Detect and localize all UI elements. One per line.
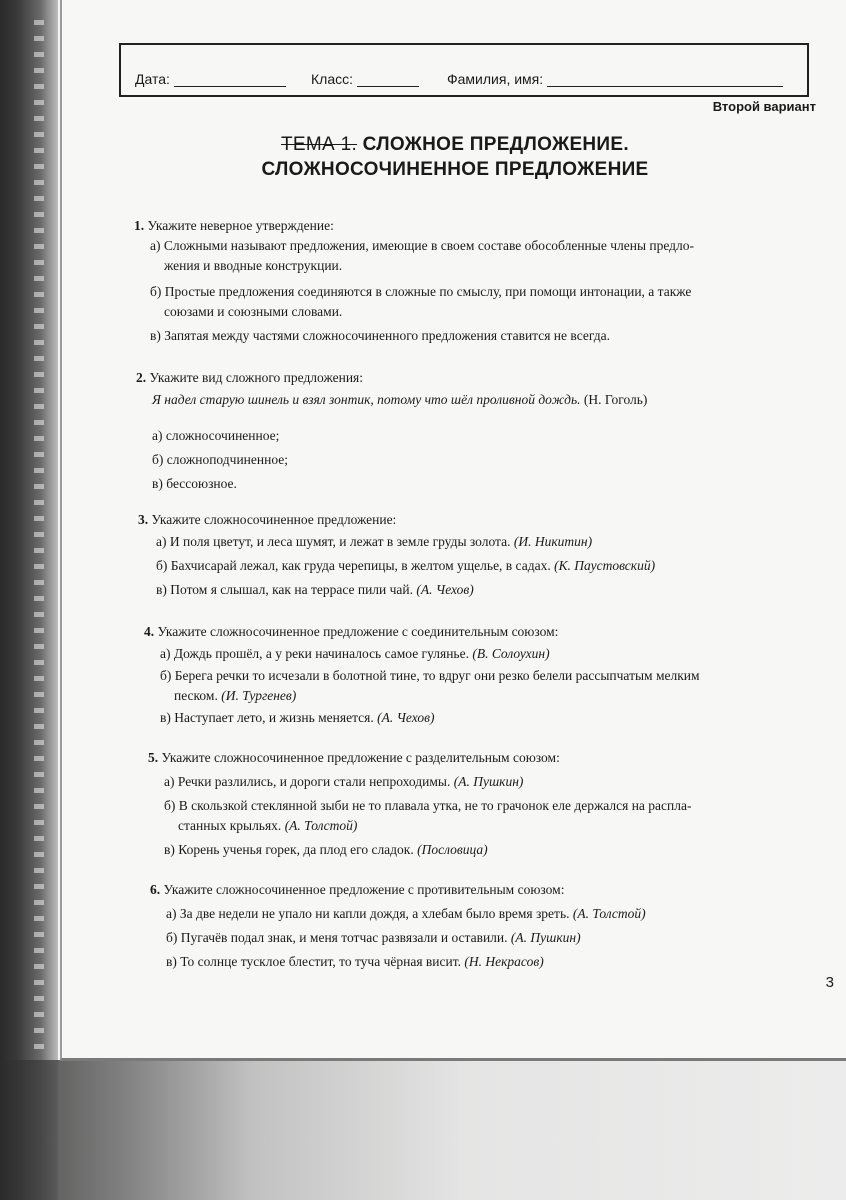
page-title-line2: СЛОЖНОСОЧИНЕННОЕ ПРЕДЛОЖЕНИЕ bbox=[261, 159, 649, 180]
option-source: (А. Пушкин) bbox=[453, 774, 524, 789]
date-label: Дата: bbox=[135, 71, 170, 87]
question-text: Укажите сложносочиненное предложение с соединительным союзом: bbox=[157, 624, 559, 639]
option-letter: в) bbox=[164, 842, 175, 857]
q2-option-a[interactable] bbox=[152, 426, 279, 446]
question-5 bbox=[148, 748, 560, 768]
option-letter: а) bbox=[150, 238, 161, 253]
option-text: Потом я слышал, как на террасе пили чай. bbox=[170, 582, 414, 597]
q4-option-v[interactable] bbox=[160, 708, 434, 728]
option-text: Корень ученья горек, да плод его сладок. bbox=[178, 842, 414, 857]
q1-option-a[interactable] bbox=[150, 236, 694, 276]
option-source: (А. Чехов) bbox=[377, 710, 435, 725]
date-line[interactable] bbox=[174, 72, 286, 87]
worksheet-page bbox=[60, 0, 846, 1061]
q3-option-a[interactable] bbox=[156, 532, 592, 552]
option-letter: а) bbox=[160, 646, 171, 661]
question-text: Укажите сложносочиненное предложение с противительным союзом: bbox=[163, 882, 565, 897]
option-source: (В. Солоухин) bbox=[472, 646, 550, 661]
option-text-cont bbox=[160, 686, 700, 706]
scan-shadow bbox=[0, 1060, 846, 1200]
variant-label: Второй вариант bbox=[712, 99, 816, 114]
topic-struck: ТЕМА 1. bbox=[281, 134, 358, 155]
option-text: За две недели не упало ни капли дождя, а хлебам было время зреть. bbox=[179, 906, 570, 921]
q5-option-b[interactable] bbox=[164, 796, 691, 836]
date-field bbox=[135, 71, 286, 87]
option-text: То солнце тусклое блестит, то туча чёрная висит. bbox=[180, 954, 461, 969]
option-text: Простые предложения соединяются в сложные по смыслу, при помощи интонации, а также bbox=[164, 284, 692, 299]
q4-option-b[interactable] bbox=[160, 666, 700, 706]
option-source: (Пословица) bbox=[417, 842, 488, 857]
option-text: Сложными называют предложения, имеющие в своем составе обособленные члены предло- bbox=[163, 238, 695, 253]
q2-option-v[interactable] bbox=[152, 474, 237, 494]
question-text: Укажите сложносочиненное предложение с разделительным союзом: bbox=[161, 750, 560, 765]
q6-option-b[interactable] bbox=[166, 928, 581, 948]
option-text-cont bbox=[164, 816, 691, 836]
option-source: (А. Толстой) bbox=[284, 818, 358, 833]
option-letter: в) bbox=[166, 954, 177, 969]
option-text-cont: жения и вводные конструкции. bbox=[164, 258, 343, 273]
option-source: (А. Чехов) bbox=[416, 582, 474, 597]
option-text: Наступает лето, и жизнь меняется. bbox=[174, 710, 374, 725]
q2-example bbox=[152, 390, 647, 410]
option-source: (А. Пушкин) bbox=[510, 930, 581, 945]
example-sentence: Я надел старую шинель и взял зонтик, потому что шёл проливной дождь. bbox=[152, 392, 581, 407]
page-title-line1 bbox=[62, 134, 846, 156]
question-number: 2. bbox=[136, 370, 147, 385]
title-line1: СЛОЖНОЕ ПРЕДЛОЖЕНИЕ. bbox=[362, 134, 629, 155]
option-text: Речки разлились, и дороги стали непроходимы. bbox=[177, 774, 451, 789]
question-text: Укажите неверное утверждение: bbox=[147, 218, 334, 233]
option-letter: а) bbox=[166, 906, 177, 921]
q5-option-v[interactable] bbox=[164, 840, 488, 860]
name-field bbox=[447, 71, 783, 87]
name-line[interactable] bbox=[547, 72, 783, 87]
option-letter: в) bbox=[152, 476, 163, 491]
student-info-box bbox=[119, 43, 809, 97]
option-text: И поля цветут, и леса шумят, и лежат в земле груды золота. bbox=[169, 534, 511, 549]
option-source: (К. Паустовский) bbox=[554, 558, 656, 573]
option-text: В скользкой стеклянной зыби не то плавала утка, не то грачонок еле держался на распла- bbox=[178, 798, 692, 813]
option-text-cont: союзами и союзными словами. bbox=[164, 304, 343, 319]
question-number: 3. bbox=[138, 512, 149, 527]
name-label: Фамилия, имя: bbox=[447, 71, 544, 87]
question-number: 5. bbox=[148, 750, 159, 765]
class-field bbox=[311, 71, 419, 87]
option-text-cont-part: станных крыльях. bbox=[178, 818, 282, 833]
option-letter: в) bbox=[150, 328, 161, 343]
class-line[interactable] bbox=[357, 72, 419, 87]
option-letter: в) bbox=[156, 582, 167, 597]
option-source: (Н. Некрасов) bbox=[464, 954, 544, 969]
question-number: 1. bbox=[134, 218, 145, 233]
option-source: (И. Тургенев) bbox=[221, 688, 297, 703]
option-text: сложноподчиненное; bbox=[166, 452, 288, 467]
question-4 bbox=[144, 622, 558, 642]
option-letter: а) bbox=[152, 428, 163, 443]
option-text: бессоюзное. bbox=[166, 476, 237, 491]
option-text: Дождь прошёл, а у реки начиналось самое гулянье. bbox=[173, 646, 469, 661]
option-text: сложносочиненное; bbox=[165, 428, 280, 443]
option-letter: б) bbox=[156, 558, 168, 573]
q6-option-a[interactable] bbox=[166, 904, 646, 924]
option-source: (И. Никитин) bbox=[513, 534, 593, 549]
q3-option-v[interactable] bbox=[156, 580, 474, 600]
question-3 bbox=[138, 510, 396, 530]
option-text: Берега речки то исчезали в болотной тине, то вдруг они резко белели рассыпчатым мелким bbox=[174, 668, 700, 683]
option-letter: б) bbox=[164, 798, 176, 813]
q1-option-v[interactable] bbox=[150, 326, 610, 346]
option-letter: а) bbox=[156, 534, 167, 549]
page-number: 3 bbox=[825, 974, 834, 991]
option-letter: б) bbox=[166, 930, 178, 945]
q3-option-b[interactable] bbox=[156, 556, 655, 576]
binder-edge bbox=[0, 0, 58, 1200]
example-source: (Н. Гоголь) bbox=[583, 392, 648, 407]
option-letter: б) bbox=[152, 452, 164, 467]
option-text-cont-part: песком. bbox=[174, 688, 218, 703]
q1-option-b[interactable] bbox=[150, 282, 691, 322]
option-letter: а) bbox=[164, 774, 175, 789]
question-1 bbox=[134, 216, 334, 236]
option-text: Бахчисарай лежал, как груда черепицы, в желтом ущелье, в садах. bbox=[170, 558, 551, 573]
q6-option-v[interactable] bbox=[166, 952, 544, 972]
option-source: (А. Толстой) bbox=[572, 906, 646, 921]
q4-option-a[interactable] bbox=[160, 644, 550, 664]
option-text: Запятая между частями сложносочиненного предложения ставится не всегда. bbox=[164, 328, 610, 343]
option-letter: в) bbox=[160, 710, 171, 725]
q2-option-b[interactable] bbox=[152, 450, 288, 470]
question-6 bbox=[150, 880, 564, 900]
q5-option-a[interactable] bbox=[164, 772, 523, 792]
question-2 bbox=[136, 368, 363, 388]
option-letter: б) bbox=[160, 668, 172, 683]
question-text: Укажите сложносочиненное предложение: bbox=[151, 512, 397, 527]
class-label: Класс: bbox=[311, 71, 353, 87]
option-text: Пугачёв подал знак, и меня тотчас развязали и оставили. bbox=[180, 930, 508, 945]
question-text: Укажите вид сложного предложения: bbox=[149, 370, 364, 385]
question-number: 6. bbox=[150, 882, 161, 897]
option-letter: б) bbox=[150, 284, 162, 299]
question-number: 4. bbox=[144, 624, 155, 639]
